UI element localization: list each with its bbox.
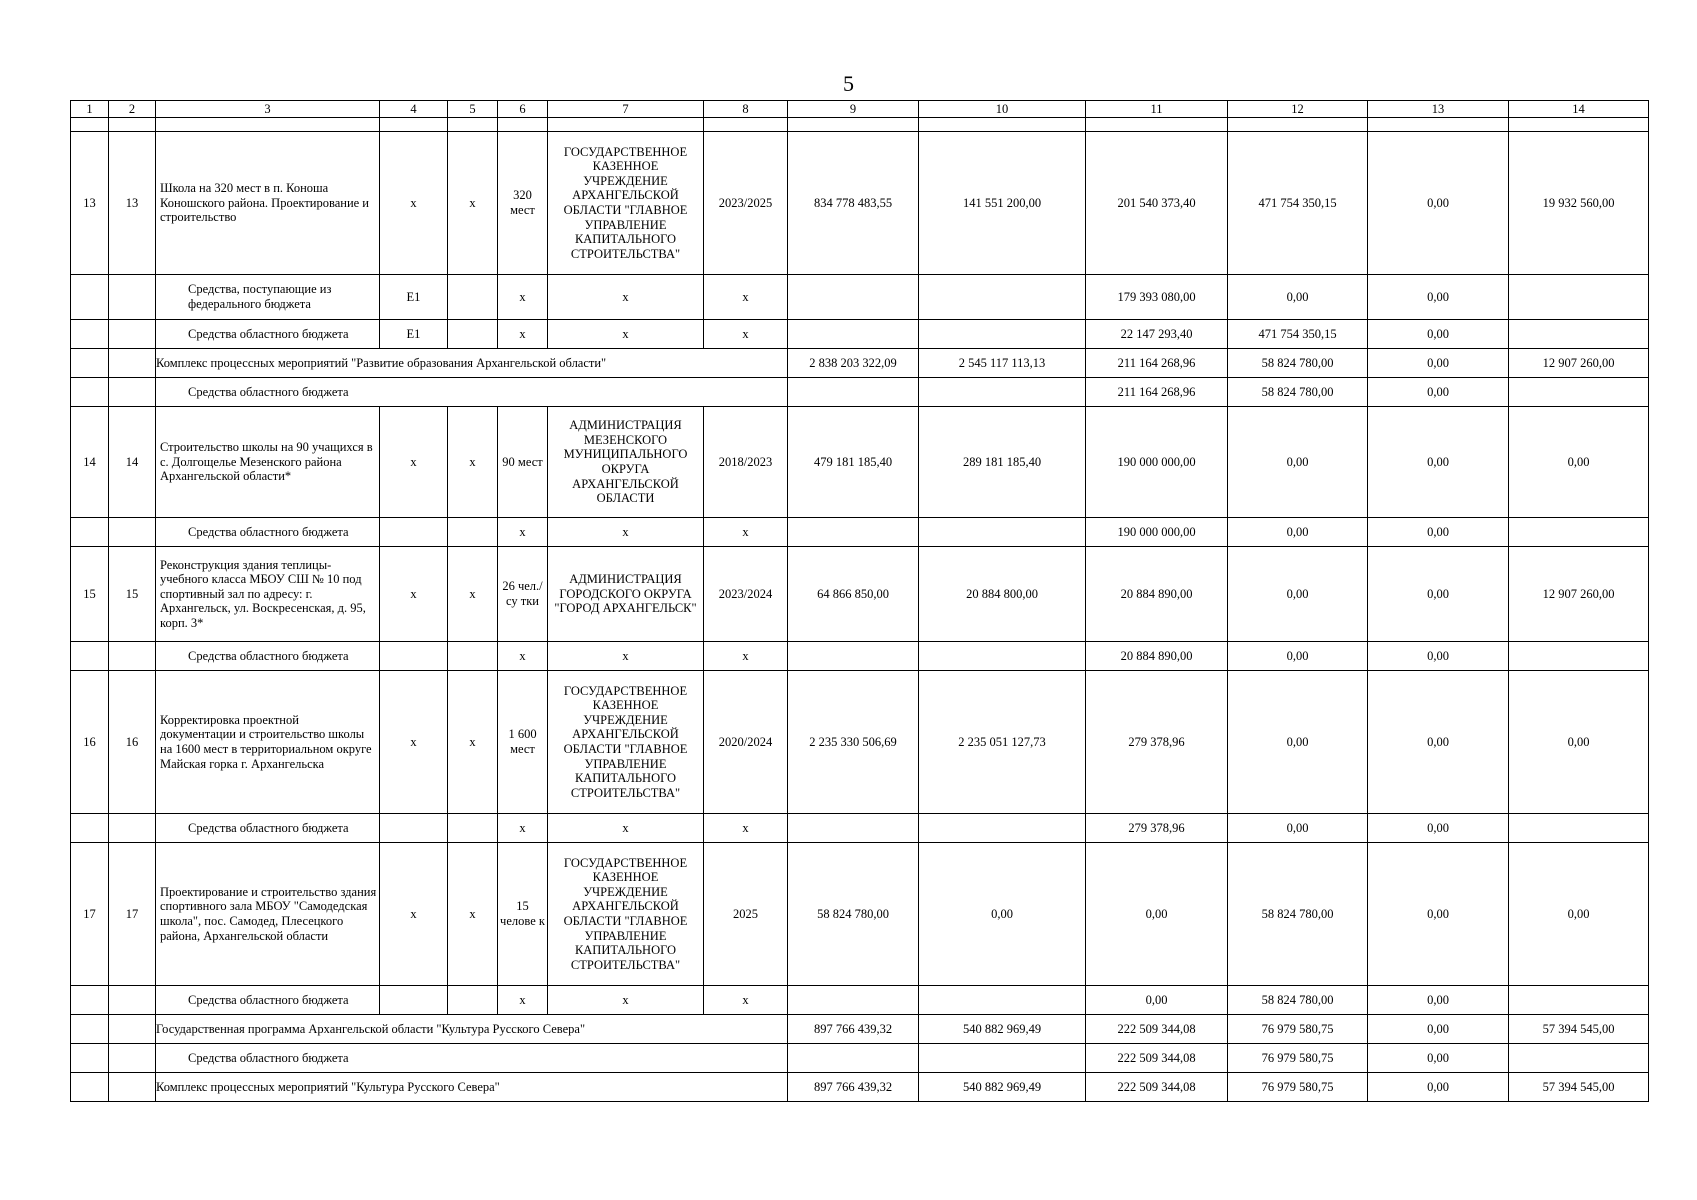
capacity: х — [498, 518, 548, 547]
cell-col5 — [448, 642, 498, 671]
empty-cell — [71, 378, 109, 407]
empty-cell — [71, 349, 109, 378]
cell-col4: х — [380, 407, 448, 518]
amount-col14 — [1509, 986, 1649, 1015]
empty-cell — [71, 1073, 109, 1102]
amount-col13: 0,00 — [1368, 349, 1509, 378]
amount-col13: 0,00 — [1368, 407, 1509, 518]
object-number — [109, 320, 156, 349]
program-name: Государственная программа Архангельской области "Культура Русского Севера" — [156, 1015, 788, 1044]
amount-col11: 222 509 344,08 — [1086, 1073, 1228, 1102]
period: 2023/2025 — [704, 132, 788, 275]
amount-col12: 58 824 780,00 — [1228, 378, 1368, 407]
cost-total: 64 866 850,00 — [788, 547, 919, 642]
cell-col4: х — [380, 132, 448, 275]
cost-total: 479 181 185,40 — [788, 407, 919, 518]
cell-col4 — [380, 814, 448, 843]
object-name: Средства областного бюджета — [156, 642, 380, 671]
empty-cell — [704, 118, 788, 132]
object-number — [109, 275, 156, 320]
amount-col11: 279 378,96 — [1086, 671, 1228, 814]
project-row — [71, 132, 1649, 275]
cost-total — [788, 814, 919, 843]
amount-col13: 0,00 — [1368, 275, 1509, 320]
capacity: 26 чел./су тки — [498, 547, 548, 642]
amount-col14 — [1509, 1044, 1649, 1073]
funded-before: 20 884 800,00 — [919, 547, 1086, 642]
cell-col4: х — [380, 843, 448, 986]
amount-col14 — [1509, 814, 1649, 843]
project-row — [71, 843, 1649, 986]
program-name: Комплекс процессных мероприятий "Культура Русского Севера" — [156, 1073, 788, 1102]
column-number-7: 7 — [548, 101, 704, 118]
empty-cell — [380, 118, 448, 132]
cell-col4: E1 — [380, 275, 448, 320]
amount-col11: 222 509 344,08 — [1086, 1015, 1228, 1044]
period: х — [704, 642, 788, 671]
amount-col12: 0,00 — [1228, 275, 1368, 320]
period: х — [704, 814, 788, 843]
empty-cell — [1368, 118, 1509, 132]
object-name: Корректировка проектной документации и строительство школы на 1600 мест в территориальном округе Майская горка г. Архангельска — [156, 671, 380, 814]
empty-cell — [1086, 118, 1228, 132]
column-number-5: 5 — [448, 101, 498, 118]
funding-source-label: Средства областного бюджета — [156, 1044, 788, 1073]
column-number-4: 4 — [380, 101, 448, 118]
amount-col13: 0,00 — [1368, 1073, 1509, 1102]
amount-col14: 0,00 — [1509, 407, 1649, 518]
executor: х — [548, 642, 704, 671]
column-number-9: 9 — [788, 101, 919, 118]
executor: ГОСУДАРСТВЕННОЕ КАЗЕННОЕ УЧРЕЖДЕНИЕ АРХАНГЕЛЬСКОЙ ОБЛАСТИ "ГЛАВНОЕ УПРАВЛЕНИЕ КАПИТАЛЬНОГО СТРОИТЕЛЬСТВА" — [548, 132, 704, 275]
amount-col14: 57 394 545,00 — [1509, 1073, 1649, 1102]
period: х — [704, 518, 788, 547]
empty-cell — [71, 118, 109, 132]
empty-cell — [788, 118, 919, 132]
cost-total — [788, 986, 919, 1015]
period: х — [704, 275, 788, 320]
capacity: 1 600 мест — [498, 671, 548, 814]
funded-before — [919, 1044, 1086, 1073]
amount-col11: 222 509 344,08 — [1086, 1044, 1228, 1073]
empty-cell — [1509, 118, 1649, 132]
object-number: 15 — [109, 547, 156, 642]
empty-cell — [109, 118, 156, 132]
amount-col13: 0,00 — [1368, 671, 1509, 814]
row-number — [71, 518, 109, 547]
amount-col14 — [1509, 378, 1649, 407]
funding-row — [71, 518, 1649, 547]
row-number: 15 — [71, 547, 109, 642]
amount-col11: 0,00 — [1086, 986, 1228, 1015]
summary-funding-row — [71, 1044, 1649, 1073]
cell-col5 — [448, 986, 498, 1015]
object-name: Реконструкция здания теплицы-учебного класса МБОУ СШ № 10 под спортивный зал по адресу: г. Архангельск, ул. Воскресенская, д. 95, корп. 3* — [156, 547, 380, 642]
amount-col13: 0,00 — [1368, 320, 1509, 349]
amount-col13: 0,00 — [1368, 518, 1509, 547]
cell-col5 — [448, 275, 498, 320]
column-number-12: 12 — [1228, 101, 1368, 118]
cell-col4: х — [380, 547, 448, 642]
funded-before — [919, 275, 1086, 320]
object-number: 14 — [109, 407, 156, 518]
capacity: х — [498, 320, 548, 349]
amount-col12: 58 824 780,00 — [1228, 349, 1368, 378]
object-name: Средства областного бюджета — [156, 814, 380, 843]
project-row — [71, 547, 1649, 642]
funding-source-label: Средства областного бюджета — [156, 378, 788, 407]
period: 2023/2024 — [704, 547, 788, 642]
project-row — [71, 671, 1649, 814]
summary-funding-row — [71, 378, 1649, 407]
cost-total — [788, 1044, 919, 1073]
empty-cell — [109, 1015, 156, 1044]
amount-col12: 0,00 — [1228, 407, 1368, 518]
executor: х — [548, 320, 704, 349]
row-number — [71, 275, 109, 320]
object-name: Средства областного бюджета — [156, 320, 380, 349]
period: 2025 — [704, 843, 788, 986]
cell-col5 — [448, 814, 498, 843]
amount-col14 — [1509, 275, 1649, 320]
amount-col12: 58 824 780,00 — [1228, 843, 1368, 986]
row-number — [71, 986, 109, 1015]
column-number-14: 14 — [1509, 101, 1649, 118]
row-number: 14 — [71, 407, 109, 518]
funding-row — [71, 320, 1649, 349]
amount-col11: 20 884 890,00 — [1086, 642, 1228, 671]
column-number-10: 10 — [919, 101, 1086, 118]
amount-col13: 0,00 — [1368, 1044, 1509, 1073]
empty-cell — [548, 118, 704, 132]
column-number-header-row — [71, 101, 1649, 118]
cell-col5: х — [448, 547, 498, 642]
capacity: х — [498, 814, 548, 843]
cell-col5: х — [448, 843, 498, 986]
funded-before — [919, 378, 1086, 407]
amount-col14 — [1509, 642, 1649, 671]
column-number-11: 11 — [1086, 101, 1228, 118]
cell-col4 — [380, 518, 448, 547]
executor: х — [548, 814, 704, 843]
row-number: 13 — [71, 132, 109, 275]
amount-col11: 190 000 000,00 — [1086, 407, 1228, 518]
empty-cell — [156, 118, 380, 132]
row-number — [71, 642, 109, 671]
cost-total: 897 766 439,32 — [788, 1073, 919, 1102]
cost-total: 58 824 780,00 — [788, 843, 919, 986]
amount-col13: 0,00 — [1368, 378, 1509, 407]
empty-cell — [71, 1015, 109, 1044]
capacity: 90 мест — [498, 407, 548, 518]
executor: ГОСУДАРСТВЕННОЕ КАЗЕННОЕ УЧРЕЖДЕНИЕ АРХАНГЕЛЬСКОЙ ОБЛАСТИ "ГЛАВНОЕ УПРАВЛЕНИЕ КАПИТАЛЬНОГО СТРОИТЕЛЬСТВА" — [548, 843, 704, 986]
amount-col14 — [1509, 518, 1649, 547]
cost-total — [788, 642, 919, 671]
amount-col13: 0,00 — [1368, 132, 1509, 275]
period: х — [704, 320, 788, 349]
column-number-6: 6 — [498, 101, 548, 118]
object-number — [109, 814, 156, 843]
amount-col11: 279 378,96 — [1086, 814, 1228, 843]
cell-col5: х — [448, 407, 498, 518]
cost-total: 2 235 330 506,69 — [788, 671, 919, 814]
object-name: Строительство школы на 90 учащихся в с. Долгощелье Мезенского района Архангельской области* — [156, 407, 380, 518]
funded-before: 141 551 200,00 — [919, 132, 1086, 275]
object-name: Школа на 320 мест в п. Коноша Коношского района. Проектирование и строительство — [156, 132, 380, 275]
row-number: 17 — [71, 843, 109, 986]
funding-row — [71, 814, 1649, 843]
amount-col11: 190 000 000,00 — [1086, 518, 1228, 547]
amount-col14: 19 932 560,00 — [1509, 132, 1649, 275]
amount-col11: 211 164 268,96 — [1086, 378, 1228, 407]
object-number: 17 — [109, 843, 156, 986]
amount-col11: 0,00 — [1086, 843, 1228, 986]
column-number-2: 2 — [109, 101, 156, 118]
amount-col14: 12 907 260,00 — [1509, 349, 1649, 378]
amount-col12: 0,00 — [1228, 814, 1368, 843]
executor: АДМИНИСТРАЦИЯ ГОРОДСКОГО ОКРУГА "ГОРОД АРХАНГЕЛЬСК" — [548, 547, 704, 642]
cost-total: 897 766 439,32 — [788, 1015, 919, 1044]
cell-col5 — [448, 320, 498, 349]
amount-col12: 0,00 — [1228, 671, 1368, 814]
empty-cell — [109, 1044, 156, 1073]
funded-before: 540 882 969,49 — [919, 1015, 1086, 1044]
cell-col5: х — [448, 132, 498, 275]
empty-cell — [498, 118, 548, 132]
cell-col5: х — [448, 671, 498, 814]
executor: х — [548, 275, 704, 320]
amount-col12: 471 754 350,15 — [1228, 320, 1368, 349]
column-number-8: 8 — [704, 101, 788, 118]
amount-col14 — [1509, 320, 1649, 349]
project-row — [71, 407, 1649, 518]
amount-col13: 0,00 — [1368, 986, 1509, 1015]
funded-before — [919, 320, 1086, 349]
empty-cell — [1228, 118, 1368, 132]
amount-col13: 0,00 — [1368, 1015, 1509, 1044]
row-number — [71, 320, 109, 349]
amount-col12: 76 979 580,75 — [1228, 1015, 1368, 1044]
capacity: х — [498, 642, 548, 671]
amount-col12: 0,00 — [1228, 518, 1368, 547]
period: 2020/2024 — [704, 671, 788, 814]
amount-col12: 0,00 — [1228, 642, 1368, 671]
capacity: х — [498, 986, 548, 1015]
cost-total — [788, 378, 919, 407]
empty-cell — [919, 118, 1086, 132]
amount-col13: 0,00 — [1368, 814, 1509, 843]
cost-total — [788, 518, 919, 547]
object-number — [109, 518, 156, 547]
amount-col12: 471 754 350,15 — [1228, 132, 1368, 275]
blank-row — [71, 118, 1649, 132]
empty-cell — [109, 378, 156, 407]
amount-col14: 0,00 — [1509, 671, 1649, 814]
page-number: 5 — [843, 71, 854, 96]
amount-col14: 12 907 260,00 — [1509, 547, 1649, 642]
cell-col5 — [448, 518, 498, 547]
empty-cell — [109, 1073, 156, 1102]
cell-col4 — [380, 642, 448, 671]
amount-col12: 0,00 — [1228, 547, 1368, 642]
amount-col13: 0,00 — [1368, 547, 1509, 642]
amount-col13: 0,00 — [1368, 843, 1509, 986]
capacity: 320 мест — [498, 132, 548, 275]
period: 2018/2023 — [704, 407, 788, 518]
executor: х — [548, 518, 704, 547]
row-number — [71, 814, 109, 843]
executor: АДМИНИСТРАЦИЯ МЕЗЕНСКОГО МУНИЦИПАЛЬНОГО ОКРУГА АРХАНГЕЛЬСКОЙ ОБЛАСТИ — [548, 407, 704, 518]
amount-col11: 20 884 890,00 — [1086, 547, 1228, 642]
empty-cell — [109, 349, 156, 378]
cost-total — [788, 275, 919, 320]
amount-col14: 0,00 — [1509, 843, 1649, 986]
amount-col12: 76 979 580,75 — [1228, 1073, 1368, 1102]
funded-before: 2 545 117 113,13 — [919, 349, 1086, 378]
program-summary-row — [71, 1073, 1649, 1102]
amount-col12: 76 979 580,75 — [1228, 1044, 1368, 1073]
amount-col11: 179 393 080,00 — [1086, 275, 1228, 320]
cost-total: 834 778 483,55 — [788, 132, 919, 275]
amount-col12: 58 824 780,00 — [1228, 986, 1368, 1015]
capacity: х — [498, 275, 548, 320]
cell-col4: E1 — [380, 320, 448, 349]
funded-before — [919, 986, 1086, 1015]
funding-row — [71, 986, 1649, 1015]
program-summary-row — [71, 1015, 1649, 1044]
object-number: 13 — [109, 132, 156, 275]
amount-col13: 0,00 — [1368, 642, 1509, 671]
funded-before: 289 181 185,40 — [919, 407, 1086, 518]
funded-before — [919, 518, 1086, 547]
amount-col11: 22 147 293,40 — [1086, 320, 1228, 349]
cell-col4 — [380, 986, 448, 1015]
cell-col4: х — [380, 671, 448, 814]
amount-col14: 57 394 545,00 — [1509, 1015, 1649, 1044]
funded-before: 2 235 051 127,73 — [919, 671, 1086, 814]
executor: ГОСУДАРСТВЕННОЕ КАЗЕННОЕ УЧРЕЖДЕНИЕ АРХАНГЕЛЬСКОЙ ОБЛАСТИ "ГЛАВНОЕ УПРАВЛЕНИЕ КАПИТАЛЬНОГО СТРОИТЕЛЬСТВА" — [548, 671, 704, 814]
funded-before — [919, 814, 1086, 843]
object-name: Средства областного бюджета — [156, 518, 380, 547]
object-number — [109, 986, 156, 1015]
executor: х — [548, 986, 704, 1015]
empty-cell — [71, 1044, 109, 1073]
object-name: Средства, поступающие из федерального бюджета — [156, 275, 380, 320]
empty-cell — [448, 118, 498, 132]
object-name: Средства областного бюджета — [156, 986, 380, 1015]
amount-col11: 201 540 373,40 — [1086, 132, 1228, 275]
budget-table — [70, 100, 1649, 1102]
cost-total — [788, 320, 919, 349]
funding-row — [71, 642, 1649, 671]
program-summary-row — [71, 349, 1649, 378]
funded-before — [919, 642, 1086, 671]
column-number-13: 13 — [1368, 101, 1509, 118]
object-number — [109, 642, 156, 671]
funding-row — [71, 275, 1649, 320]
funded-before: 0,00 — [919, 843, 1086, 986]
column-number-1: 1 — [71, 101, 109, 118]
amount-col11: 211 164 268,96 — [1086, 349, 1228, 378]
program-name: Комплекс процессных мероприятий "Развитие образования Архангельской области" — [156, 349, 788, 378]
column-number-3: 3 — [156, 101, 380, 118]
row-number: 16 — [71, 671, 109, 814]
funded-before: 540 882 969,49 — [919, 1073, 1086, 1102]
capacity: 15 челове к — [498, 843, 548, 986]
object-name: Проектирование и строительство здания спортивного зала МБОУ "Самодедская школа", пос. Самодед, Плесецкого района, Архангельской области — [156, 843, 380, 986]
cost-total: 2 838 203 322,09 — [788, 349, 919, 378]
period: х — [704, 986, 788, 1015]
object-number: 16 — [109, 671, 156, 814]
